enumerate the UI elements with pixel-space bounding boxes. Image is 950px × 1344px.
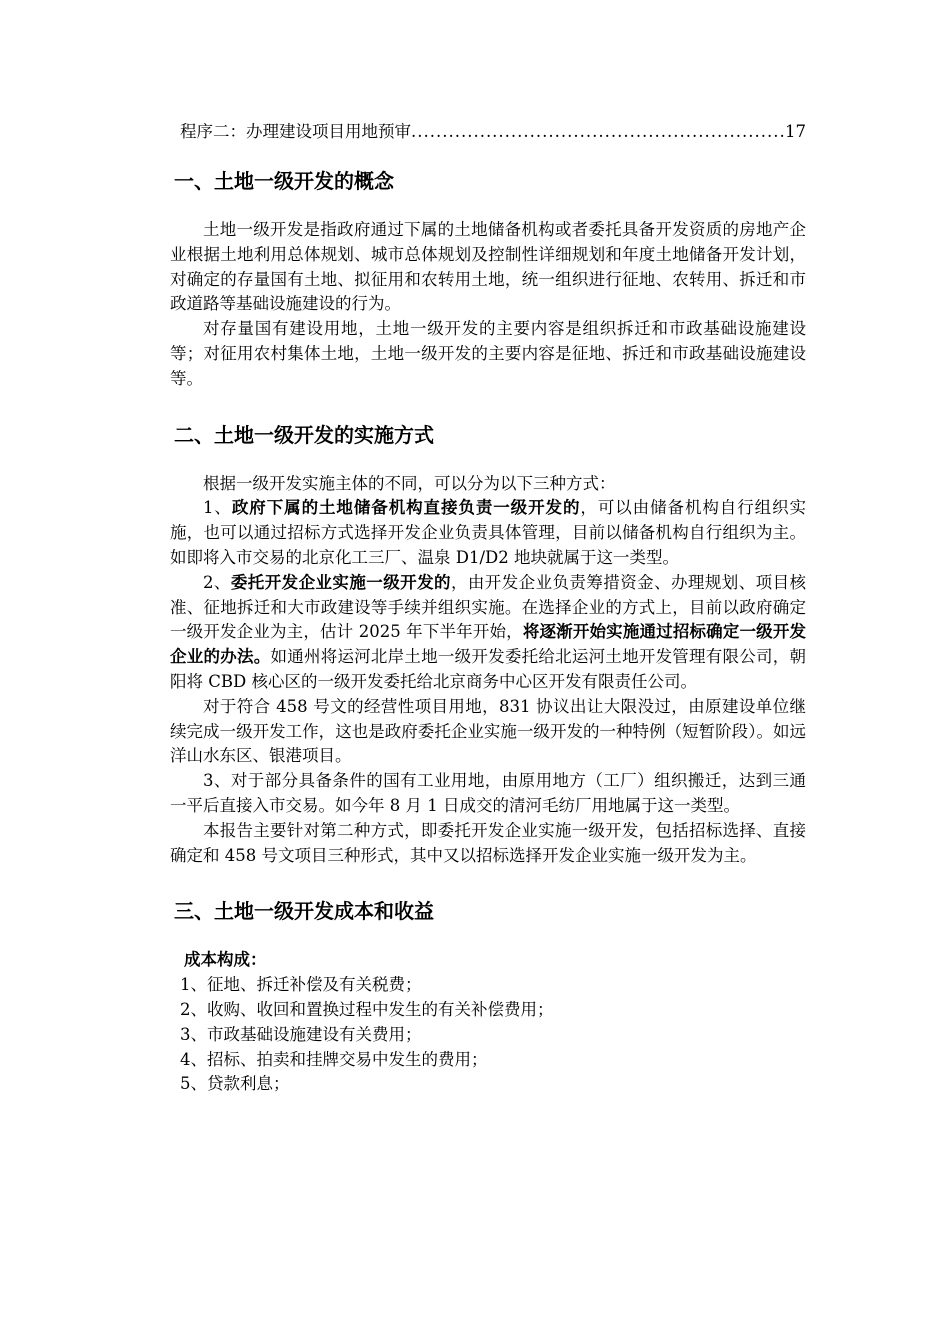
report-scope-paragraph: 本报告主要针对第二种方式，即委托开发企业实施一级开发，包括招标选择、直接确定和 458 号文项目三种形式，其中又以招标选择开发企业实施一级开发为主。	[170, 820, 806, 865]
doc-458-paragraph: 对于符合 458 号文的经营性项目用地，831 协议出让大限没过，由原建设单位继续完成一级开发工作，这也是政府委托企业实施一级开发的一种特例（短暂阶段）。如远洋山水东区、银港项目。	[170, 696, 806, 766]
cost-item: 3、市政基础设施建设有关费用；	[180, 1024, 422, 1044]
toc-entry-label: 程序二：办理建设项目用地预审	[180, 122, 411, 141]
method-1-number: 1、	[203, 498, 232, 518]
cost-composition-heading: 成本构成：	[184, 950, 267, 970]
toc-page-number: 17	[785, 122, 806, 141]
method-2-bold: 委托开发企业实施一级开发的	[230, 572, 451, 592]
toc-leader-dots	[411, 118, 785, 146]
concept-paragraph-1: 土地一级开发是指政府通过下属的土地储备机构或者委托具备开发资质的房地产企业根据土地利用总体规划、城市总体规划及控制性详细规划和年度土地储备开发计划，对确定的存量国有土地、拟征用和农转用土地，统一组织进行征地、农转用、拆迁和市政道路等基础设施建设的行为。	[170, 220, 806, 314]
cost-item: 1、征地、拆迁补偿及有关税费；	[180, 975, 422, 995]
section-heading-concept: 一、土地一级开发的概念	[174, 169, 394, 193]
section-heading-implementation: 二、土地一级开发的实施方式	[174, 422, 434, 447]
toc-entry[interactable]	[180, 118, 806, 146]
method-1-text: ，可以由储备机构自行组织实施，也可以通过招标方式选择开发企业负责具体管理，目前以储备机构自行组织为主。如即将入市交易的北京化工三厂、温泉 D1/D2 地块就属于这一类型。	[170, 498, 807, 567]
method-2-number: 2、	[203, 572, 231, 592]
method-2-bold-2: 将逐渐开始实施通过招标确定一级开发企业的办法。	[170, 622, 807, 667]
implementation-intro: 根据一级开发实施主体的不同，可以分为以下三种方式：	[203, 473, 616, 493]
method-2-paragraph	[170, 571, 806, 695]
method-3-paragraph: 3、对于部分具备条件的国有工业用地，由原用地方（工厂）组织搬迁，达到三通一平后直接入市交易。如今年 8 月 1 日成交的清河毛纺厂用地属于这一类型。	[170, 771, 806, 815]
method-2-text: ，由开发企业负责筹措资金、办理规划、项目核准、征地拆迁和大市政建设等手续并组织实施。在选择企业的方式上，目前以政府确定一级开发企业为主，估计 2025 年下半年开始，	[170, 572, 807, 642]
method-1-paragraph	[170, 496, 806, 570]
concept-paragraph-2: 对存量国有建设用地，土地一级开发的主要内容是组织拆迁和市政基础设施建设等；对征用农村集体土地，土地一级开发的主要内容是征地、拆迁和市政基础设施建设等。	[170, 319, 806, 388]
cost-item: 5、贷款利息；	[180, 1074, 290, 1094]
section-heading-cost-revenue: 三、土地一级开发成本和收益	[174, 899, 434, 924]
document-page	[170, 118, 806, 1097]
method-2-text-2: 如通州将运河北岸土地一级开发委托给北运河土地开发管理有限公司，朝阳将 CBD 核心区的一级开发委托给北京商务中心区开发有限责任公司。	[170, 647, 807, 691]
method-1-bold: 政府下属的土地储备机构直接负责一级开发的	[231, 498, 581, 518]
cost-item: 4、招标、拍卖和挂牌交易中发生的费用；	[180, 1049, 488, 1069]
cost-item: 2、收购、收回和置换过程中发生的有关补偿费用；	[180, 999, 554, 1019]
